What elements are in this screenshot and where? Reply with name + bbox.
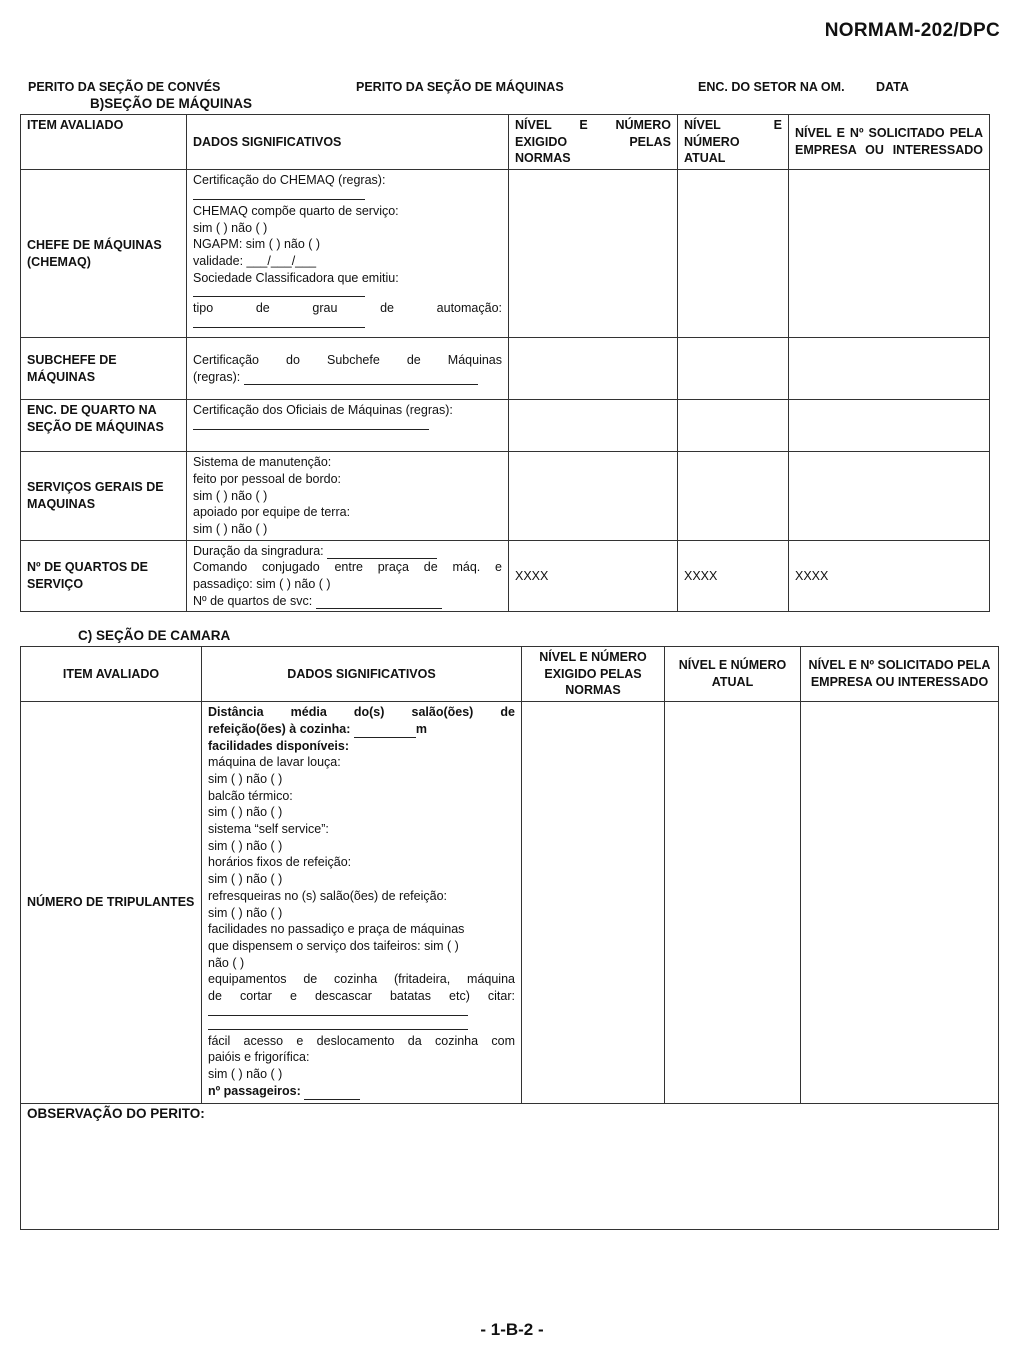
text-line: máquina de lavar louça:: [208, 755, 341, 770]
header-nivel-solicitado: NÍVEL E Nº SOLICITADO PELA EMPRESA OU INTERESSADO: [801, 647, 999, 702]
document-code: NORMAM-202/DPC: [824, 20, 1000, 41]
cell-atual: [678, 452, 789, 541]
text-line: fácil acesso e deslocamento da cozinha com: [208, 1033, 515, 1048]
text-line: sim ( ) não ( ): [193, 521, 268, 536]
text-line: horários fixos de refeição:: [208, 855, 352, 870]
text-line: paióis e frigorífica:: [208, 1050, 310, 1065]
text-line: equipamentos de cozinha (fritadeira, máquina: [208, 972, 515, 987]
cell-exigido: [522, 702, 665, 1104]
text-line: feito por pessoal de bordo:: [193, 471, 342, 486]
text-line: facilidades disponíveis:: [208, 738, 350, 753]
text-line: sim ( ) não ( ): [208, 1067, 283, 1082]
cell-exigido: [509, 338, 678, 400]
fill-line: [208, 1019, 515, 1033]
text-line: sim ( ) não ( ): [208, 805, 283, 820]
header-item-avaliado: ITEM AVALIADO: [21, 647, 202, 702]
text-line: facilidades no passadiço e praça de máquinas: [208, 922, 465, 937]
section-b-header-row: [21, 115, 990, 170]
text-line: Certificação dos Oficiais de Máquinas (regras):: [193, 403, 453, 418]
cell-atual: [678, 170, 789, 338]
cell-solicitado: [789, 170, 990, 338]
section-c-table: [20, 646, 999, 1230]
text-line: sim ( ) não ( ): [208, 872, 283, 887]
text-line-with-blank: (regras):: [193, 369, 502, 386]
dados-numero-tripulantes: [202, 702, 522, 1104]
text-line: sistema “self service”:: [208, 822, 329, 837]
section-c-title: C) SEÇÃO DE CAMARA: [78, 628, 231, 643]
dados-quartos-servico: [187, 540, 509, 612]
section-c-header-row: [21, 647, 999, 702]
signature-label-enc-setor: ENC. DO SETOR NA OM.: [698, 80, 845, 94]
text-line: sim ( ) não ( ): [193, 220, 268, 235]
fill-line: [193, 317, 502, 331]
fill-line: [193, 419, 502, 433]
cell-exigido: XXXX: [509, 540, 678, 612]
item-subchefe: SUBCHEFE DE MÁQUINAS: [21, 338, 187, 400]
text-line: Certificação do Subchefe de Máquinas: [193, 352, 502, 367]
dados-chemaq: [187, 170, 509, 338]
table-row: [21, 702, 999, 1104]
cell-solicitado: [789, 400, 990, 452]
page-number: - 1-B-2 -: [480, 1320, 544, 1339]
fill-line: [208, 1005, 515, 1019]
text-line: Certificação do CHEMAQ (regras):: [193, 173, 386, 188]
text-line: não ( ): [208, 955, 245, 970]
item-servicos-gerais: SERVIÇOS GERAIS DE MAQUINAS: [21, 452, 187, 541]
header-nivel-exigido: NÍVEL E NÚMERO EXIGIDO PELAS NORMAS: [509, 115, 678, 170]
observation-row: [21, 1104, 999, 1230]
text-line: sim ( ) não ( ): [208, 905, 283, 920]
text-line-with-blank: nº passageiros:: [208, 1083, 515, 1100]
text-line-with-blank: refeição(ões) à cozinha: m: [208, 721, 428, 736]
signature-label-convés: PERITO DA SEÇÃO DE CONVÉS: [28, 80, 221, 94]
table-row: [21, 170, 990, 338]
text-line: Distância média do(s) salão(ões) de: [208, 705, 515, 720]
fill-blank: [304, 1087, 360, 1100]
fill-blank: [316, 596, 442, 609]
header-nivel-atual: NÍVEL E NÚMERO ATUAL: [665, 647, 801, 702]
section-b-table: [20, 114, 990, 612]
fill-blank: [354, 725, 416, 738]
cell-solicitado: [789, 338, 990, 400]
cell-solicitado: XXXX: [789, 540, 990, 612]
header-nivel-solicitado: NÍVEL E Nº SOLICITADO PELA EMPRESA OU INTERESSADO: [789, 115, 990, 170]
text-line-with-blank: Nº de quartos de svc:: [193, 593, 502, 610]
header-nivel-atual: NÍVEL E NÚMERO ATUAL: [678, 115, 789, 170]
signature-label-maquinas: PERITO DA SEÇÃO DE MÁQUINAS: [356, 80, 564, 94]
text-line: que dispensem o serviço dos taifeiros: sim ( ): [208, 938, 459, 953]
signature-label-data: DATA: [876, 80, 909, 94]
item-numero-tripulantes: NÚMERO DE TRIPULANTES: [21, 702, 202, 1104]
table-row: [21, 540, 990, 612]
fill-line: [193, 189, 502, 203]
header-nivel-exigido: NÍVEL E NÚMERO EXIGIDO PELAS NORMAS: [522, 647, 665, 702]
cell-exigido: [509, 170, 678, 338]
text-line: validade: ___/___/___: [193, 253, 317, 268]
header-dados-significativos: DADOS SIGNIFICATIVOS: [187, 115, 509, 170]
observation-box: [21, 1104, 999, 1230]
table-row: [21, 400, 990, 452]
cell-atual: [665, 702, 801, 1104]
table-row: [21, 452, 990, 541]
text-line: Sistema de manutenção:: [193, 455, 332, 470]
dados-enc-quarto: [187, 400, 509, 452]
text-line: de cortar e descascar batatas etc) citar:: [208, 989, 515, 1004]
header-dados-significativos: DADOS SIGNIFICATIVOS: [202, 647, 522, 702]
text-line: CHEMAQ compõe quarto de serviço:: [193, 203, 399, 218]
section-b-title: B)SEÇÃO DE MÁQUINAS: [90, 96, 253, 111]
item-quartos-servico: Nº DE QUARTOS DE SERVIÇO: [21, 540, 187, 612]
dados-subchefe: [187, 338, 509, 400]
fill-blank: [244, 372, 478, 385]
text-line: balcão térmico:: [208, 788, 293, 803]
text-line: tipo de grau de automação:: [193, 301, 502, 316]
cell-atual: XXXX: [678, 540, 789, 612]
cell-atual: [678, 338, 789, 400]
observation-label: OBSERVAÇÃO DO PERITO:: [27, 1106, 205, 1122]
fill-blank: [327, 546, 437, 559]
item-chemaq: CHEFE DE MÁQUINAS (CHEMAQ): [21, 170, 187, 338]
header-item-avaliado: ITEM AVALIADO: [21, 115, 187, 170]
cell-atual: [678, 400, 789, 452]
text-line: passadiço: sim ( ) não ( ): [193, 577, 331, 592]
text-line: sim ( ) não ( ): [208, 838, 283, 853]
dados-servicos-gerais: [187, 452, 509, 541]
text-line: apoiado por equipe de terra:: [193, 505, 351, 520]
cell-solicitado: [801, 702, 999, 1104]
text-line: Comando conjugado entre praça de máq. e: [193, 560, 502, 575]
text-line: Sociedade Classificadora que emitiu:: [193, 270, 399, 285]
cell-solicitado: [789, 452, 990, 541]
cell-exigido: [509, 452, 678, 541]
text-line: refresqueiras no (s) salão(ões) de refeição:: [208, 888, 448, 903]
cell-exigido: [509, 400, 678, 452]
text-line: sim ( ) não ( ): [208, 771, 283, 786]
text-line: sim ( ) não ( ): [193, 488, 268, 503]
text-line: NGAPM: sim ( ) não ( ): [193, 237, 321, 252]
item-enc-quarto: ENC. DE QUARTO NA SEÇÃO DE MÁQUINAS: [21, 400, 187, 452]
text-line-with-blank: Duração da singradura:: [193, 543, 502, 560]
fill-line: [193, 286, 502, 300]
table-row: [21, 338, 990, 400]
